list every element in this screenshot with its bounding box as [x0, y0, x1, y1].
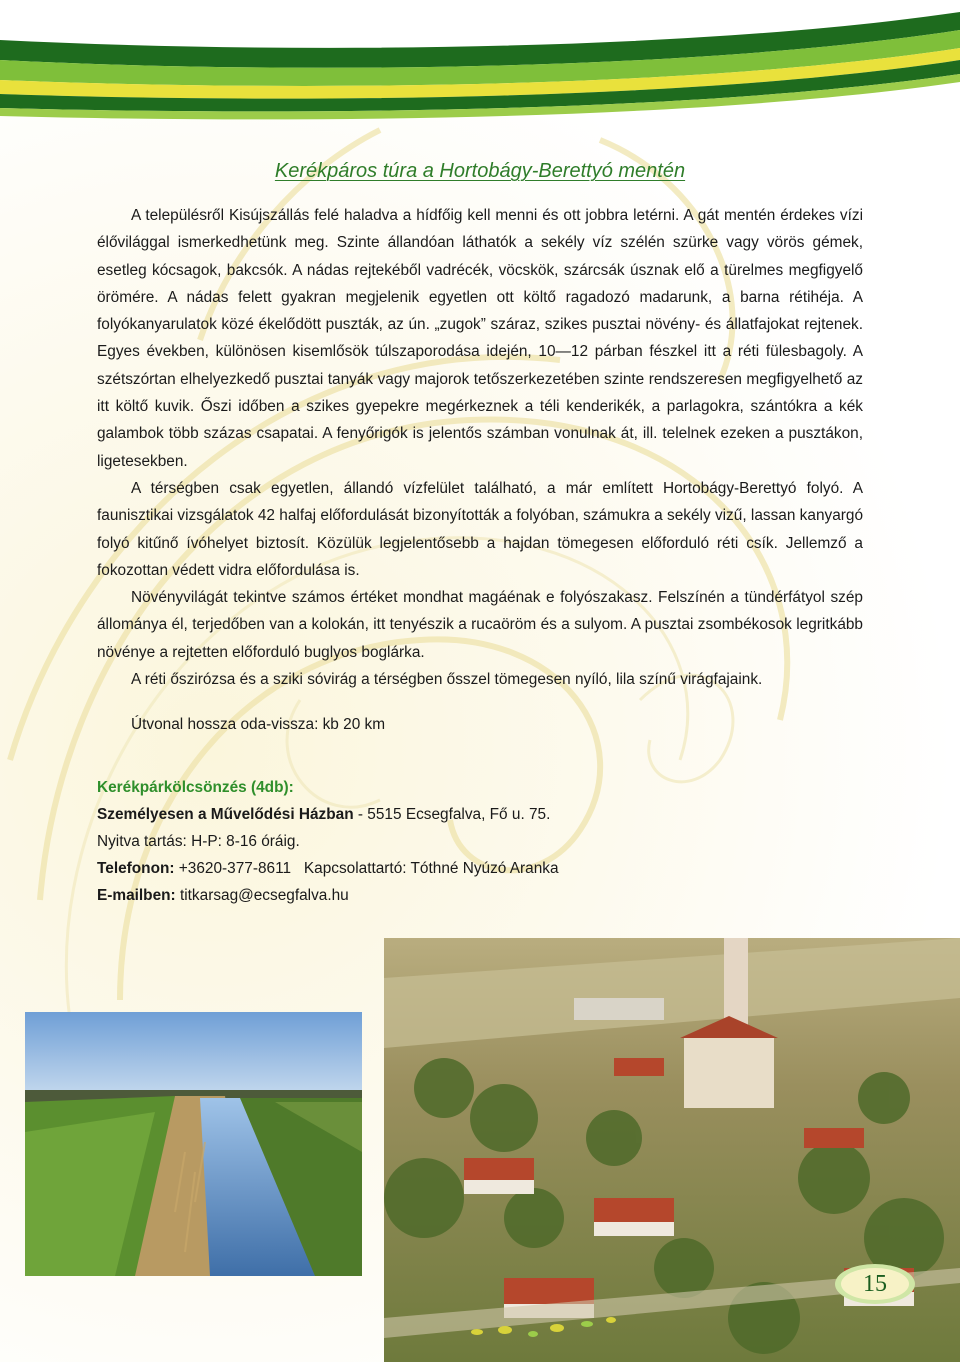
paragraph-wildlife: A településről Kisújszállás felé haladva a hídfőig kell menni és ott jobbra letérni. A gát mentén érdekes vízi élővilággal ismerkedhetünk meg. Szinte állandóan láthatók a sekély víz szélén szürke vagy vörös gémek, esetleg kócsagok, bakcsók. A nádas rejtekéből vadrécék, vöcskök, szárcsák úsznak elő a türelmes megfigyelő örömére. A nádas felett gyakran megjelenik egyetlen ott költő ragadozó madarunk, a barna rétihéja. A folyókanyarulatok közé ékelődött puszták, az ún. „zugok” száraz, szikes pusztai növény- és állatfajokat rejtenek. Egyes években, különösen kisemlősök túlszaporodása idején, 10—12 párban fészkel itt a réti fülesbagoly. A szétszórtan elhelyezkedő pusztai tanyák vagy majorok tetőszerkezetében szinte rendszeresen megfigyelhető az itt költő kuvik. Őszi időben a szikes gyepekre megérkeznek a téli kenderikék, a parlagokra, szántókra a kék galambok több százas csapatai. A fenyőrigók is jelentős számban vonulnak át, ill. telelnek ezeken a pusztákon, ligetesekben. [97, 207, 863, 470]
paragraph-flora: Növényvilágát tekintve számos értéket mondhat magáénak e folyószakasz. Felszínén a tündérfátyol szép állománya él, terjedőben van a kolokán, itt tenyészik a rucaöröm és a sulyom. A pusztai zsombékosok legritkább növénye a rejtetten előforduló buglyos boglárka. [97, 589, 863, 661]
phone-number[interactable]: +3620-377-8611 [174, 860, 292, 877]
article-body [97, 202, 863, 693]
header-bands [0, 0, 960, 130]
phone-label: Telefonon: [97, 860, 175, 877]
decorative-dots [465, 1312, 625, 1342]
paragraph-river: A térségben csak egyetlen, állandó vízfelület található, a már említett Hortobágy-Berettyó folyó. A faunisztikai vizsgálatok 42 halfaj előfordulását bizonyították a folyóban, számukra a sekély vizű, lassan kanyargó folyó kitűnő ívóhelyet biztosít. Közülük legjelentősebb a hajdan tömegesen előforduló réti csík. Jellemző a fokozottan védett vidra előfordulása is. [97, 479, 863, 579]
rental-in-person [97, 801, 863, 828]
email-label: E-mailben: [97, 887, 176, 904]
rental-email [97, 882, 863, 909]
river-photo [25, 1012, 362, 1276]
route-length: Útvonal hossza oda-vissza: kb 20 km [131, 716, 386, 733]
email-address[interactable]: titkarsag@ecsegfalva.hu [175, 887, 349, 904]
page-title: Kerékpáros túra a Hortobágy-Berettyó mentén [274, 160, 686, 182]
in-person-address: - 5515 Ecsegfalva, Fő u. 75. [353, 806, 551, 823]
bike-rental-info [97, 774, 863, 909]
in-person-label: Személyesen a Művelődési Házban [97, 806, 354, 823]
rental-phone [97, 855, 863, 882]
contact-person: Kapcsolattartó: Tóthné Nyúzó Aranka [303, 860, 559, 877]
rental-heading: Kerékpárkölcsönzés (4db): [97, 779, 294, 796]
page-number: 15 [863, 1271, 887, 1297]
opening-hours: Nyitva tartás: H-P: 8-16 óráig. [97, 833, 300, 850]
paragraph-autumn-flowers: A réti őszirózsa és a sziki sóvirág a térségben ősszel tömegesen nyíló, lila színű virágfajaink. [131, 671, 763, 689]
